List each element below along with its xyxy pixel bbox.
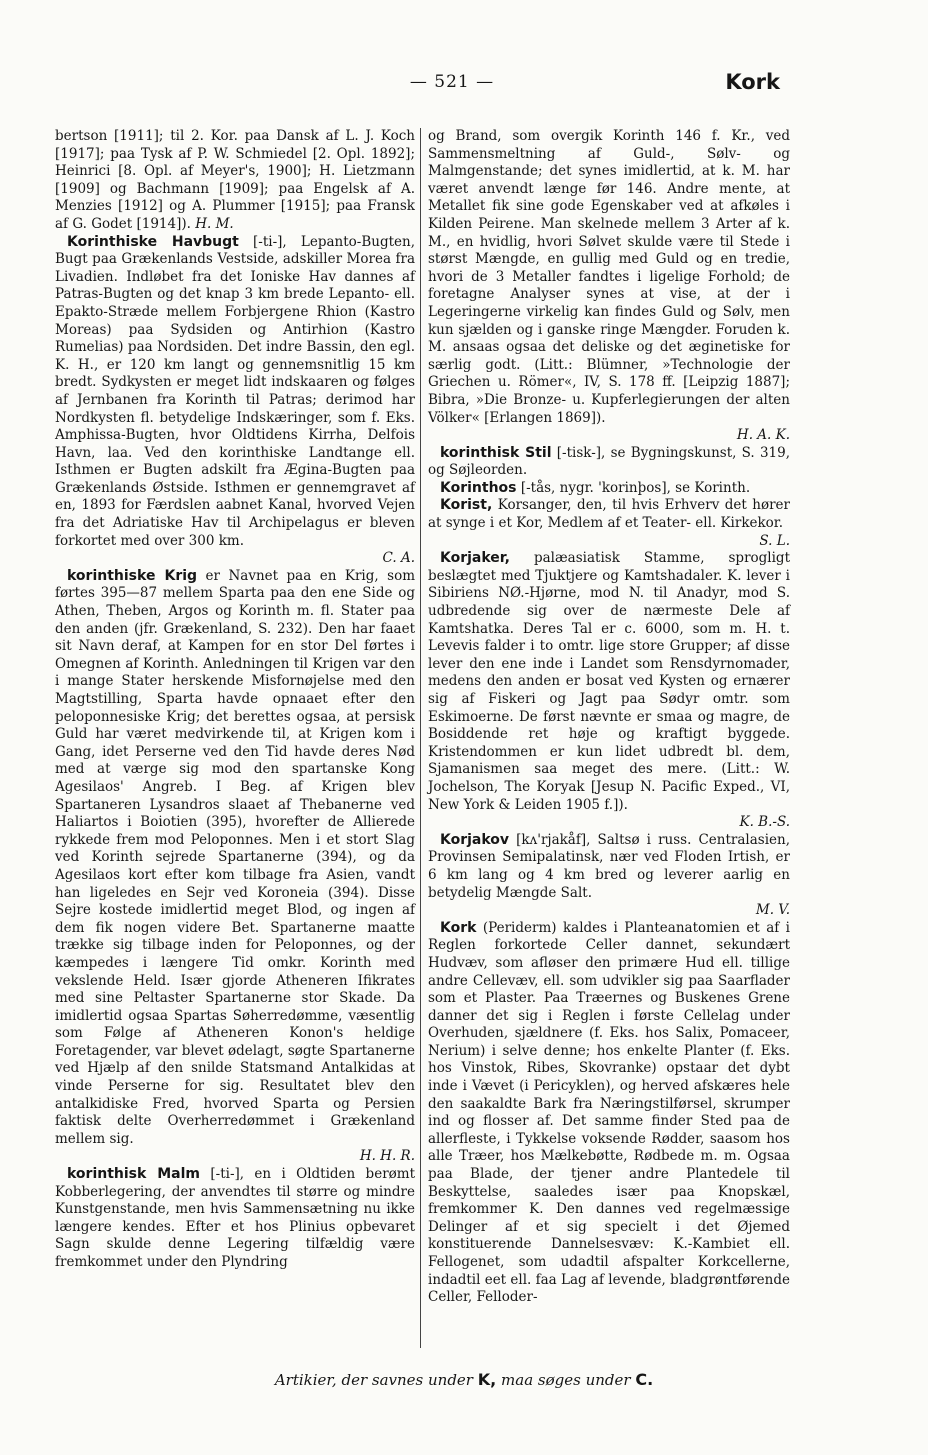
entry-korinthiske-krig (55, 568, 415, 1166)
running-head: Kork (725, 70, 780, 94)
entry-text: [-ti-], Lepanto-Bugten, Bugt paa Grækenlands Vestside, adskiller Morea fra Livadien. Indløbet fra det Ioniske Hav dannes af Patras-Bugten og det knap 3 km brede Lepanto- ell. Epakto-Stræde mellem Forbjergene Rhion (Kastro Moreas) paa Sydsiden og Antirhion (Kastro Rumelias) paa Nordsiden. Det indre Bassin, den egl. K. H., er 120 km langt og gennemsnitlig 15 km bredt. Sydkysten er meget lidt indskaaren og følges af Jernbanen fra Korinth til Patras; derimod har Nordkysten fl. betydelige Indskæringer, som f. Eks. Amphissa-Bugten, hvor Oldtidens Kirrha, Delfois Havn, laa. Ved den korinthiske Landtange ell. Isthmen er Bugten adskilt fra Ægina-Bugten paa Grækenlands Østside. Isthmen er gennemgravet af en, 1893 for Færdslen aabnet Kanal, hvorved Vejen fra det Adriatiske Hav til Archipelagus er bleven forkortet med over 300 km. (55, 233, 415, 549)
author-signature: M. V. (755, 902, 790, 919)
entry-text: bertson [1911]; til 2. Kor. paa Dansk af L. J. Koch [1917]; paa Tysk af P. W. Schmiedel [2. Opl. 1892]; Heinrici [8. Opl. af Meyer's, 1900]; H. Lietzmann [1909] og Bachmann [1909]; paa Engelsk af A. Menzies [1912] og A. Plummer [1915]; paa Fransk af G. Godet [1914]). (55, 128, 415, 232)
entry-text: [-tisk-], se Bygningskunst, S. 319, og Søjleorden. (428, 444, 791, 479)
author-signature: H. A. K. (736, 427, 790, 444)
author-signature: S. L. (759, 532, 790, 549)
entry-text: (Periderm) kaldes i Planteanatomien et af i Reglen forkortede Celler dannet, sekundært Hudvæv, som afløser den primære Hud ell. tillige andre Cellevæv, ell. som udvikler sig paa Saarflader som et Plaster. Paa Træernes og Buskenes Grene danner det sig i Reglen i første Cellelag under Overhuden, sjældnere (f. Eks. hos Salix, Pomaceer, Nerium) i selve denne; hos enkelte Planter (f. Eks. hos Vinstok, Ribes, Skovranke) opstaar det dybt inde i Vævet (i Pericyklen), og herved afskæres hele den saakaldte Bark fra Næringstilførsel, skrumper ind og flosser af. Det samme finder Sted paa de allerfleste, i Tykkelse voksende Rødder, saasom hos alle Træer, hos Mælkebøtte, Rødbede m. m. Ogsaa paa Blade, der tjener andre Plantedele til Beskyttelse, saaledes især paa Knopskæl, fremkommer K. Den dannes ved regelmæssige Delinger af et sig specielt i det Øjemed konstituerende Dannelsesvæv: K.-Kambiet ell. Fellogenet, som udadtil afspalter Korkcellerne, indadtil eet ell. faa Lag af levende, bladgrøntførende Celler, Felloder- (428, 919, 791, 1306)
entry-headword: korinthisk Malm (67, 1166, 201, 1183)
footer-prefix: Artikier, der savnes under (274, 1371, 473, 1389)
entry-text: er Navnet paa en Krig, som førtes 395—87 mellem Sparta paa den ene Side og Athen, Theben, Argos og Korinth m. fl. Stater paa den anden (jfr. Grækenland, S. 232). Den har faaet sit Navn deraf, at Kampen for en stor Del førtes i Omegnen af Korinth. Anledningen til Krigen var den i mange Stater herskende Misfornøjelse med den Magtstilling, Sparta havde opnaaet efter den peloponnesiske Krig; det berettes ogsaa, at persisk Guld har været medvirkende til, at Krigen kom i Gang, idet Perserne ved den Tid havde deres Nød med at værge sig mod den spartanske Kong Agesilaos' Angreb. I Beg. af Krigen blev Spartaneren Lysandros slaaet af Thebanerne ved Haliartos i Boiotien (395), hvorefter de Allierede rykkede frem mod Peloponnes. Men i et stort Slag ved Korinth sejrede Spartanerne (394), og da Agesilaos kort efter kom tilbage fra Asien, vandt han ligeledes en Sejr ved Koroneia (394). Disse Sejre kostede imidlertid meget Blod, og ingen af dem fik nogen videre Bet. Spartanerne maatte trække sig tilbage inden for Peloponnes, og der kæmpedes i længere Tid omkr. Korinth med vekslende Held. Især gjorde Atheneren Ifikrates med sine Peltaster Spartanerne stor Skade. Da imidlertid ogsaa Spartas Søherredømme, væsentlig som Følge af Atheneren Konon's heldige Foretagender, var blevet ødelagt, søgte Spartanerne ved Hjælp af den snilde Statsmand Antalkidas at vinde Perserne for sig. Resultatet blev den antalkidiske Fred, hvorved Sparta og Persien faktisk delte Overherredømmet i Grækenland mellem sig. (55, 567, 415, 1147)
entry-headword: Korjaker, (440, 550, 510, 567)
entry-headword: Korinthiske Havbugt (67, 233, 239, 250)
page-header (52, 72, 852, 102)
continued-entry (55, 128, 415, 234)
entry-headword: Korjakov (440, 831, 510, 848)
entry-text: og Brand, som overgik Korinth 146 f. Kr., ved Sammensmeltning af Guld-, Sølv- og Malmgenstande; det synes imidlertid, at k. M. har været anvendt længe før 146. Andre mente, at Metallet fik sine gode Egenskaber ved at afkøles i Kilden Peirene. Man skelnede mellem 3 Arter af k. M., en hvidlig, hvori Sølvet skulde være til Stede i størst Mængde, en gullig med Guld og en tredie, hvori de 3 Metaller fandtes i ligelige Forhold; de foretagne Analyser synes at vise, at der i Legeringerne virkelig kan findes Guld og Sølv, men kun sjælden og i ganske ringe Mængder. Foruden k. M. ansaas ogsaa det deliske og det æginetiske for særlig godt. (Litt.: Blümner, »Technologie der Griechen u. Römer«, IV, S. 178 ff. [Leipzig 1887]; Bibra, »Die Bronze- u. Kupferlegierungen der alten Völker« [Erlangen 1869]). (428, 128, 790, 426)
entry-korinthiske-havbugt (55, 234, 415, 568)
right-column (428, 128, 790, 1307)
entry-text: [-tås, nygr. 'korinþos], se Korinth. (520, 479, 751, 496)
entry-korinthos (428, 480, 790, 498)
page-number: — 521 — (409, 72, 495, 92)
column-divider (420, 128, 421, 1348)
footer-letter-c: C. (635, 1370, 654, 1389)
author-signature: C. A. (382, 550, 415, 567)
author-signature: H. H. R. (359, 1148, 415, 1165)
continued-entry (428, 128, 790, 445)
entry-headword: Korinthos (440, 479, 517, 496)
footer-letter-k: K, (477, 1370, 497, 1389)
entry-korjaker (428, 550, 790, 832)
entry-korinthisk-malm (55, 1166, 415, 1272)
entry-korjakov (428, 832, 790, 920)
entry-kork (428, 920, 790, 1307)
entry-korinthisk-stil (428, 445, 790, 480)
footer-middle: maa søges under (501, 1371, 631, 1389)
entry-headword: korinthisk Stil (440, 444, 552, 461)
left-column (55, 128, 415, 1272)
entry-headword: Kork (440, 919, 477, 936)
entry-text: palæasiatisk Stamme, sprogligt beslægtet med Tjuktjere og Kamtshadaler. K. lever i Sibiriens NØ.-Hjørne, mod N. til Anadyr, mod S. udbredende sig over de nærmeste Dele af Kamtshatka. Deres Tal er c. 6000, som m. H. t. Levevis falder i to omtr. lige store Grupper; af disse lever den ene inde i Landet som Rensdyrnomader, medens den anden er bosat ved Kysten og ernærer sig af Fiskeri og Jagt paa Sødyr omtr. som Eskimoerne. De først nævnte er smaa og magre, de Bosiddende ret høje og kraftigt byggede. Kristendommen er kun lidet udbredt bl. dem, Sjamanismen saa meget des mere. (Litt.: W. Jochelson, The Koryak [Jesup N. Pacific Exped., VI, New York & Leiden 1905 f.]). (428, 550, 790, 813)
entry-korist (428, 497, 790, 550)
entry-text: [-ti-], en i Oldtiden berømt Kobberlegering, der anvendtes til større og mindre Kunstgenstande, men hvis Sammensætning nu ikke længere kendes. Efter et hos Plinius opbevaret Sagn skulde denne Legering tilfældig være fremkommet under den Plyndring (55, 1166, 416, 1270)
author-signature: H. M. (195, 215, 234, 232)
page-footer-note (0, 1370, 928, 1389)
entry-text: [kʌ'rjakåf], Saltsø i russ. Centralasien, Provinsen Semipalatinsk, nær ved Floden Irtish, er 6 km lang og 4 km bred og leverer aarlig en betydelig Mængde Salt. (428, 831, 790, 901)
author-signature: K. B.-S. (739, 814, 790, 831)
entry-headword: korinthiske Krig (67, 567, 198, 584)
entry-text: Korsanger, den, til hvis Erhverv det hører at synge i et Kor, Medlem af et Teater- ell. Kirkekor. (428, 497, 790, 532)
entry-headword: Korist, (440, 497, 493, 514)
